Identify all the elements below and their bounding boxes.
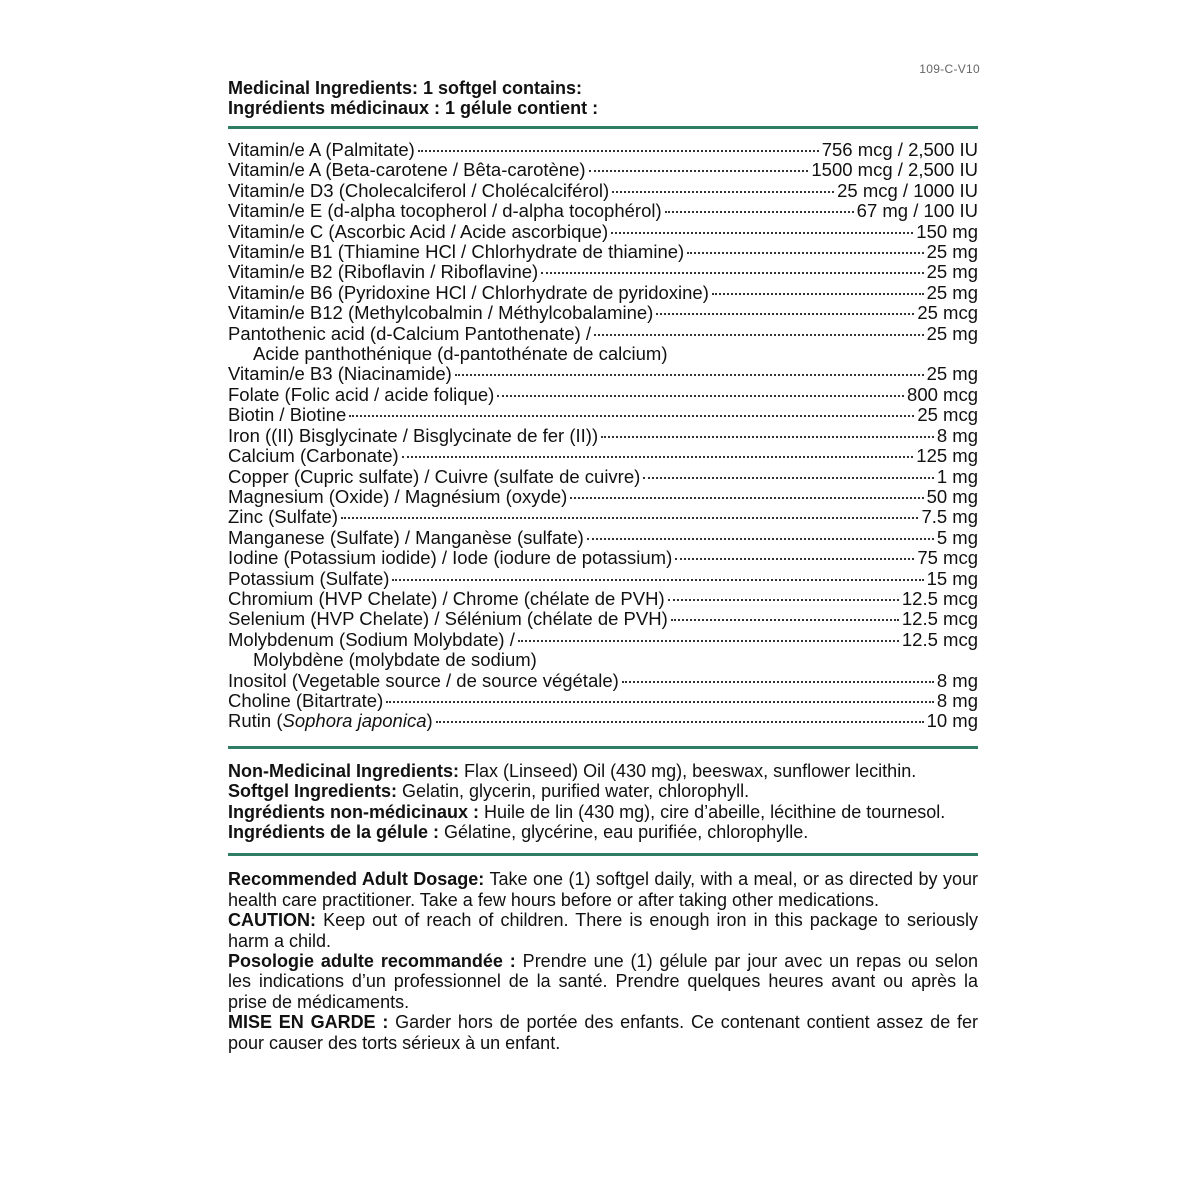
caution-en-text: Keep out of reach of children. There is enough iron in this package to seriously harm a child. — [228, 910, 978, 951]
dot-leader — [656, 313, 914, 315]
dot-leader — [392, 579, 923, 581]
medicinal-header-en: Medicinal Ingredients: 1 softgel contains: — [228, 78, 583, 98]
ingredient-row — [228, 711, 978, 731]
ingredient-amount: 15 mg — [926, 567, 978, 589]
dot-leader — [612, 191, 834, 193]
dot-leader — [611, 232, 913, 234]
ingredient-name: Vitamin/e B12 (Methylcobalmin / Méthylcobalamine) — [228, 302, 654, 324]
ingredient-row — [228, 609, 978, 629]
ingredient-amount: 7.5 mg — [921, 506, 978, 528]
ingredient-amount: 125 mg — [916, 445, 978, 467]
ingredient-amount: 8 mg — [936, 669, 978, 691]
ingredient-name: Vitamin/e B2 (Riboflavin / Riboflavine) — [228, 261, 539, 283]
ingredient-name: Iodine (Potassium iodide) / Iode (iodure de potassium) — [228, 547, 673, 569]
ingredient-row — [228, 467, 978, 487]
ingredient-name: Calcium (Carbonate) — [228, 445, 399, 467]
softgel-ingredients-fr-text: Gélatine, glycérine, eau purifiée, chlorophylle. — [439, 822, 809, 842]
dot-leader — [497, 395, 904, 397]
softgel-ingredients-en — [228, 781, 978, 801]
ingredient-name: Zinc (Sulfate) — [228, 506, 339, 528]
ingredient-name: Selenium (HVP Chelate) / Sélénium (chélate de PVH) — [228, 608, 668, 630]
dot-leader — [436, 721, 924, 723]
ingredient-row — [228, 446, 978, 466]
caution-en-label: CAUTION: — [228, 910, 316, 931]
ingredient-name: Vitamin/e D3 (Cholecalciferol / Cholécalciférol) — [228, 179, 610, 201]
ingredient-row — [228, 426, 978, 446]
ingredient-name: Vitamin/e A (Palmitate) — [228, 139, 415, 160]
ingredient-name: Iron ((II) Bisglycinate / Bisglycinate de fer (II)) — [228, 424, 599, 446]
ingredient-name-part: ) — [426, 710, 433, 732]
ingredient-row — [228, 160, 978, 180]
dot-leader — [712, 293, 924, 295]
divider — [228, 746, 978, 749]
ingredient-name-continued: Acide panthothénique (d-pantothénate de calcium) — [253, 343, 668, 365]
softgel-ingredients-fr — [228, 822, 978, 842]
dosage-en-text: Take one (1) softgel daily, with a meal, or as directed by your health care practitioner. Take a few hours before or after taking other medications. — [228, 869, 978, 910]
caution-en — [228, 910, 978, 951]
ingredient-row — [228, 569, 978, 589]
ingredient-amount: 25 mg — [926, 241, 978, 263]
dot-leader — [601, 436, 934, 438]
ingredient-name — [228, 711, 433, 731]
dot-leader — [622, 681, 934, 683]
ingredient-name: Folate (Folic acid / acide folique) — [228, 383, 495, 405]
ingredient-row — [228, 528, 978, 548]
caution-fr — [228, 1012, 978, 1053]
divider — [228, 853, 978, 856]
ingredient-name: Vitamin/e B6 (Pyridoxine HCl / Chlorhydrate de pyridoxine) — [228, 281, 709, 303]
non-medicinal-section — [228, 761, 978, 843]
dot-leader — [668, 599, 899, 601]
divider — [228, 126, 978, 129]
ingredient-amount: 25 mcg — [917, 404, 978, 426]
non-medicinal-fr-label: Ingrédients non-médicinaux : — [228, 801, 480, 822]
ingredient-amount: 12.5 mcg — [901, 587, 978, 609]
softgel-ingredients-en-text: Gelatin, glycerin, purified water, chlorophyll. — [397, 781, 750, 802]
ingredient-name: Potassium (Sulfate) — [228, 567, 390, 589]
non-medicinal-fr-text: Huile de lin (430 mg), cire d’abeille, lécithine de tournesol. — [479, 801, 946, 822]
ingredient-amount: 800 mcg — [907, 383, 978, 405]
dot-leader — [570, 497, 923, 499]
ingredient-name: Copper (Cupric sulfate) / Cuivre (sulfate de cuivre) — [228, 465, 641, 487]
softgel-ingredients-en-label: Softgel Ingredients: — [228, 781, 398, 802]
ingredient-name: Molybdenum (Sodium Molybdate) / — [228, 628, 515, 650]
ingredient-amount: 25 mg — [926, 322, 978, 344]
ingredient-amount: 12.5 mcg — [901, 608, 978, 630]
dot-leader — [386, 701, 934, 703]
ingredient-row — [228, 548, 978, 568]
ingredient-name: Biotin / Biotine — [228, 404, 347, 426]
ingredient-amount: 75 mcg — [917, 547, 978, 569]
ingredient-row — [228, 630, 978, 650]
ingredient-amount: 150 mg — [916, 220, 978, 242]
dosage-en-label: Recommended Adult Dosage: — [228, 869, 485, 890]
dot-leader — [341, 517, 918, 519]
dosage-fr-text: Prendre une (1) gélule par jour avec un repas ou selon les indications d’un professionnel de la santé. Prendre quelques heures avant ou après la prise de médicaments. — [228, 951, 978, 1012]
ingredient-row — [228, 181, 978, 201]
dosage-en — [228, 869, 978, 910]
dosage-fr — [228, 951, 978, 1012]
ingredient-row — [228, 507, 978, 527]
dot-leader — [589, 170, 809, 172]
ingredient-amount: 25 mg — [926, 261, 978, 283]
ingredient-name: Vitamin/e A (Beta-carotene / Bêta-carotène) — [228, 159, 586, 181]
ingredient-name-italic: Sophora japonica — [282, 710, 427, 732]
dot-leader — [541, 272, 923, 274]
ingredient-amount: 50 mg — [926, 485, 978, 507]
ingredient-row — [228, 222, 978, 242]
ingredient-amount: 67 mg / 100 IU — [856, 200, 978, 222]
ingredient-row — [228, 385, 978, 405]
ingredient-row — [228, 303, 978, 323]
ingredient-name: Chromium (HVP Chelate) / Chrome (chélate de PVH) — [228, 587, 665, 609]
non-medicinal-fr — [228, 802, 978, 822]
ingredient-name: Vitamin/e E (d-alpha tocopherol / d-alpha tocophérol) — [228, 200, 662, 222]
ingredient-row — [228, 242, 978, 262]
dot-leader — [687, 252, 923, 254]
softgel-ingredients-fr-label: Ingrédients de la gélule : — [228, 822, 440, 842]
caution-fr-label: MISE EN GARDE : — [228, 1012, 389, 1033]
ingredient-amount: 25 mcg — [917, 302, 978, 324]
ingredient-name: Inositol (Vegetable source / de source végétale) — [228, 669, 619, 691]
dot-leader — [665, 211, 854, 213]
non-medicinal-en-label: Non-Medicinal Ingredients: — [228, 760, 460, 781]
ingredient-amount: 8 mg — [936, 424, 978, 446]
ingredient-row — [228, 589, 978, 609]
ingredient-amount: 756 mcg / 2,500 IU — [821, 139, 978, 160]
ingredient-amount: 1500 mcg / 2,500 IU — [811, 159, 978, 181]
ingredient-amount: 25 mg — [926, 281, 978, 303]
dot-leader — [455, 374, 924, 376]
ingredient-amount: 12.5 mcg — [901, 628, 978, 650]
dot-leader — [643, 477, 934, 479]
ingredient-row — [228, 671, 978, 691]
ingredient-row — [228, 324, 978, 344]
dot-leader — [587, 538, 934, 540]
ingredient-row — [228, 140, 978, 160]
ingredient-name-part: Rutin ( — [228, 710, 283, 732]
ingredient-row — [228, 262, 978, 282]
ingredient-name: Pantothenic acid (d-Calcium Pantothenate) / — [228, 322, 592, 344]
ingredient-row — [228, 691, 978, 711]
ingredient-row — [228, 201, 978, 221]
ingredient-name: Manganese (Sulfate) / Manganèse (sulfate) — [228, 526, 584, 548]
ingredient-amount: 1 mg — [936, 465, 978, 487]
ingredient-row — [228, 487, 978, 507]
dot-leader — [675, 558, 914, 560]
ingredient-name: Vitamin/e C (Ascorbic Acid / Acide ascorbique) — [228, 220, 609, 242]
ingredient-row — [228, 364, 978, 384]
ingredient-name: Choline (Bitartrate) — [228, 689, 384, 711]
non-medicinal-en-text: Flax (Linseed) Oil (430 mg), beeswax, sunflower lecithin. — [459, 760, 917, 781]
caution-fr-text: Garder hors de portée des enfants. Ce contenant contient assez de fer pour causer des torts sérieux à un enfant. — [228, 1012, 978, 1053]
ingredient-row — [228, 283, 978, 303]
dot-leader — [671, 619, 899, 621]
ingredient-amount: 25 mcg / 1000 IU — [837, 179, 978, 201]
ingredient-amount: 25 mg — [926, 363, 978, 385]
medicinal-header-fr: Ingrédients médicinaux : 1 gélule contient : — [228, 98, 599, 118]
ingredient-name: Magnesium (Oxide) / Magnésium (oxyde) — [228, 485, 568, 507]
ingredient-amount: 8 mg — [936, 689, 978, 711]
dosage-fr-label: Posologie adulte recommandée : — [228, 951, 516, 972]
dot-leader — [594, 334, 924, 336]
ingredient-row — [228, 405, 978, 425]
product-code: 109-C-V10 — [919, 62, 980, 76]
ingredient-name: Vitamin/e B3 (Niacinamide) — [228, 363, 452, 385]
ingredient-name-continued: Molybdène (molybdate de sodium) — [253, 649, 537, 671]
ingredient-amount: 5 mg — [936, 526, 978, 548]
dot-leader — [518, 640, 899, 642]
ingredient-amount: 10 mg — [926, 710, 978, 732]
dot-leader — [349, 415, 914, 417]
ingredient-list — [228, 140, 978, 732]
label-panel — [228, 78, 978, 1053]
dot-leader — [418, 150, 819, 152]
non-medicinal-en — [228, 761, 978, 781]
ingredient-name: Vitamin/e B1 (Thiamine HCl / Chlorhydrate de thiamine) — [228, 241, 685, 263]
dosage-section — [228, 869, 978, 1053]
dot-leader — [402, 456, 914, 458]
